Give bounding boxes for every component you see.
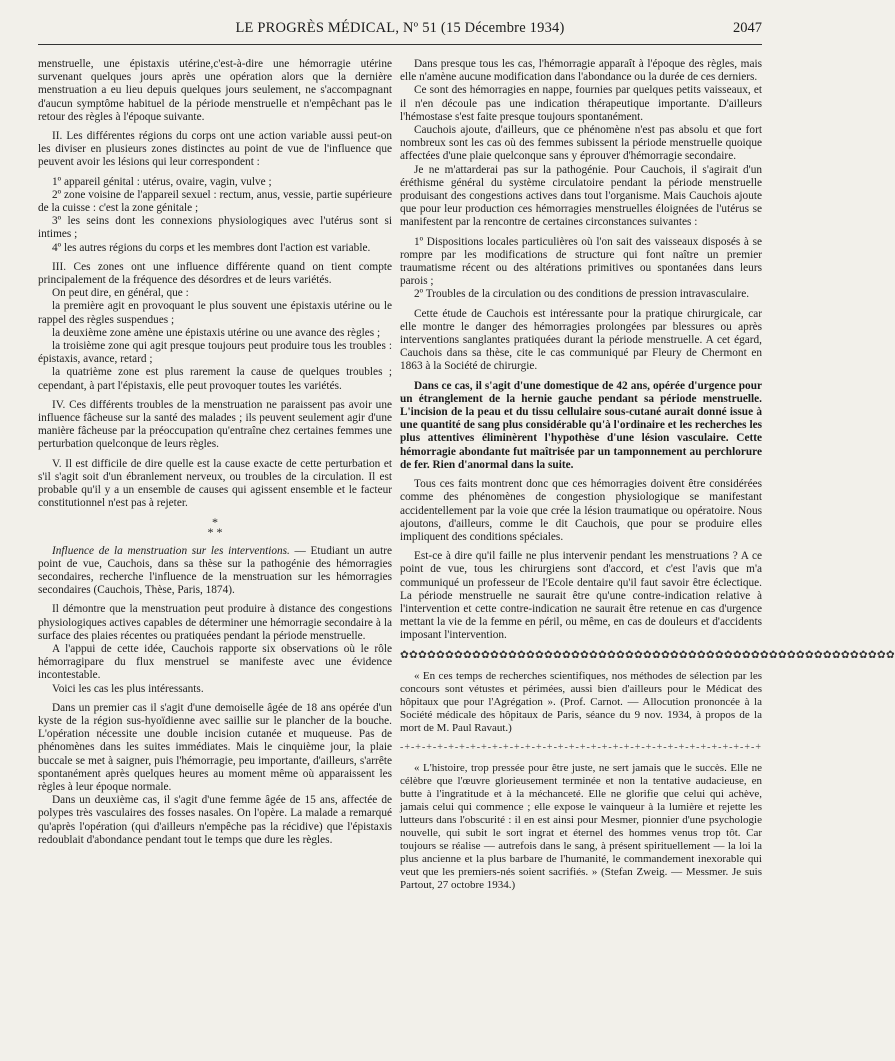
page-number: 2047 (733, 20, 762, 36)
paragraph: V. Il est difficile de dire quelle est la cause exacte de cette perturbation et s'il s'agit soit d'un ébranlement nerveux, ou troubles de la circulation. Il est probable qu'il y a un ensemble de causes qui agissent ensemble et le facteur constitutionnel n'est pas à rejeter. (38, 457, 392, 510)
paragraph: Tous ces faits montrent donc que ces hémorragies doivent être considérées comme des phénomènes de congestion physiologique se manifestant accidentellement par la voie que crée la lésion traumatique ou opératoire. Nous ajoutons, d'ailleurs, comme le dit Cauchois, que pour se produire elles impliquent des conditions spéciales. (400, 478, 762, 543)
paragraph: Il démontre que la menstruation peut produire à distance des congestions physiologiques actives capables de déterminer une hémorragie secondaire à la surface des plaies récentes ou pratiquées pendant la période menstruelle. (38, 603, 392, 642)
section-paragraph (38, 545, 392, 598)
ornamental-divider: ✿✿✿✿✿✿✿✿✿✿✿✿✿✿✿✿✿✿✿✿✿✿✿✿✿✿✿✿✿✿✿✿✿✿✿✿✿✿✿✿✿✿✿✿✿✿✿✿✿✿✿✿✿✿✿ (400, 649, 895, 661)
paragraph: Est-ce à dire qu'il faille ne plus intervenir pendant les menstruations ? A ce point de vue, tous les chirurgiens sont d'accord, et c'est l'avis que m'a communiqué un professeur de l'Ecole dentaire qu'il faut savoir être éclectique. La période menstruelle ne saurait être qu'une contre-indication relative à l'intervention et cette contre-indication ne saurait être retenue en cas d'urgence mettant la vie de la femme en péril, ou même, en cas de douleurs et d'accidents imposant l'intervention. (400, 550, 762, 642)
list-item: 1º Dispositions locales particulières où l'on sait des vaisseaux disposés à se rompre par les modifications de structure qui font naître un premier traumatisme récent ou des altérations primitives ou spontanées dans leurs parois ; (400, 235, 762, 288)
left-column (38, 58, 392, 853)
case-paragraph: Dans ce cas, il s'agit d'une domestique de 42 ans, opérée d'urgence pour un étranglement de la hernie gauche pendant sa période menstruelle. L'incision de la peau et du tissu cellulaire sous-cutané aurait donné issue à une quantité de sang plus considérable qu'à l'ordinaire et les recherches les plus attentives éliminèrent l'hypothèse d'une lésion vasculaire. Cette hémorragie abondante fut maîtrisée par un tamponnement au perchlorure de fer. Rien d'anormal dans la suite. (400, 379, 762, 471)
quote-text: « L'histoire, trop pressée pour être juste, ne sert jamais que le succès. Elle ne célèbre que l'œuvre glorieusement terminée et non la tentative audacieuse, en butte à l'ingratitude et à la méchanceté. Elle ne glorifie que celui qui achève, jamais celui qui commence ; elle expose le vainqueur à la lumière et rejette les lutteurs dans l'obscurité : il en est ainsi pour Mesmer, pionnier d'une psychologie nouvelle, qui subit le sort ingrat et éternel des hommes venus trop tôt. Car toujours se réalise — autrefois dans le sang, à présent spirituellement — la loi la plus ancienne et la plus barbare de l'humanité, le commandement inexorable qui veut que les premiers-nés soient sacrifiés. » (Stefan Zweig. — Messmer. Je suis Partout, 27 octobre 1934.) (400, 761, 762, 891)
paragraph: Je ne m'attarderai pas sur la pathogénie. Pour Cauchois, il s'agirait d'un éréthisme général du système circulatoire pendant la période menstruelle produisant des congestions actives dans tout l'organisme. Mais Cauchois ajoute que pour leur production ces hémorragies menstruelles éloignées de l'utérus se manifestent par la rencontre de certaines circonstances suivantes : (400, 163, 762, 229)
section-text: — Etudiant un autre point de vue, Cauchois, dans sa thèse sur la pathogénie des hémorragies secondaires, recherche l'influence de la menstruation sur les hémorragies secondaires (Cauchois, Thèse, Paris, 1874). (38, 544, 392, 597)
list-item: 4º les autres régions du corps et les membres dont l'action est variable. (52, 241, 371, 254)
list-item: 1º appareil génital : utérus, ovaire, vagin, vulve ; (52, 175, 272, 188)
paragraph: Dans un deuxième cas, il s'agit d'une femme âgée de 15 ans, affectée de polypes très vasculaires des fosses nasales. On l'opère. La malade a remarqué qu'après l'opération (qui d'ailleurs n'empêche pas la récidive) que l'épistaxis redoublait d'abondance pendant tout le temps que dure les règles. (38, 794, 392, 846)
list-item: 3º les seins dont les connexions physiologiques avec l'utérus sont si intimes ; (38, 215, 392, 241)
list-item: la troisième zone qui agit presque toujours peut produire tous les troubles : épistaxis, avance, retard ; (38, 340, 392, 366)
quote-carnot (400, 670, 762, 735)
paragraph: menstruelle, une épistaxis utérine,c'est-à-dire une hémorragie utérine survenant quelques jours après une opération alors que la dernière menstruation a eu lieu depuis quelques jours seulement, ne s'accompagnant d'aucun symptôme habituel de la période menstruelle et n'empêchant pas le retour des règles à l'époque suivante. (38, 58, 392, 123)
paragraph: A l'appui de cette idée, Cauchois rapporte six observations où le rôle hémorragipare du flux menstruel se manifeste avec une évidence incontestable. (38, 642, 392, 682)
separator-stars: * * (207, 524, 223, 539)
paragraph: Dans un premier cas il s'agit d'une demoiselle âgée de 18 ans opérée d'un kyste de la région sus-hyoïdienne avec saillie sur le plancher de la bouche. L'opération nécessite une double incision cutanée et muqueuse. Pas de phénomènes dans les suites immédiates. Mais le cinquième jour, la plaie buccale se met à saigner, puis l'hémorragie, peu importante, d'ailleurs, s'arrête spontanément après quelques heures au moment même où apparaissent les règles à leur époque normale. (38, 701, 392, 793)
dashed-divider: -+-+-+-+-+-+-+-+-+-+-+-+-+-+-+-+-+-+-+-+-+-+-+-+-+-+-+-+-+-+-+-+-+ (400, 741, 763, 753)
paragraph: Cauchois ajoute, d'ailleurs, que ce phénomène n'est pas absolu et que fort nombreux sont les cas où des femmes subissent la période menstruelle quoique affectées d'une plaie quelconque sans y éprouver d'hémorragie secondaire. (400, 124, 762, 163)
quote-zweig (400, 762, 762, 892)
paragraph: III. Ces zones ont une influence différente quand on tient compte principalement de la fréquence des désordres et de leurs variétés. (38, 260, 392, 287)
list-item: 2º zone voisine de l'appareil sexuel : rectum, anus, vessie, partie supérieure de la cuisse : c'est la zone génitale ; (38, 188, 392, 215)
right-column (400, 58, 895, 898)
list-item: la quatrième zone est plus rarement la cause de quelques troubles ; cependant, à part l'épistaxis, elle peut provoquer toutes les variétés. (38, 366, 392, 392)
separator-star: * (212, 514, 218, 529)
paragraph: Cette étude de Cauchois est intéressante pour la pratique chirurgicale, car elle montre le danger des hémorragies prolongées par blessures ou après interventions sanglantes pratiquées durant la période menstruelle. A cet égard, Cauchois dans sa thèse, cite le cas communiqué par Fleury de Chermont en 1863 à la Société de chirurgie. (400, 307, 762, 373)
paragraph: Voici les cas les plus intéressants. (52, 682, 204, 695)
paragraph: On peut dire, en général, que : (52, 287, 189, 300)
header-rule (38, 44, 762, 45)
page-header (38, 20, 762, 46)
list-item: la première agit en provoquant le plus souvent une épistaxis utérine ou le rappel des règles suspendues ; (38, 300, 392, 326)
paragraph: II. Les différentes régions du corps ont une action variable aussi peut-on les diviser en plusieurs zones distinctes au point de vue de l'influence que peuvent avoir les lésions qui leur correspondent : (38, 130, 392, 169)
section-title: Influence de la menstruation sur les interventions. (52, 544, 290, 557)
paragraph: IV. Ces différents troubles de la menstruation ne paraissent pas avoir une influence fâcheuse sur la santé des malades ; ils peuvent seulement agir d'une manière fâcheuse par la préoccupation qu'entraîne chez certaines femmes une perturbation quelconque de leurs règles. (38, 398, 392, 451)
quote-text: « En ces temps de recherches scientifiques, nos méthodes de sélection par les concours sont vétustes et périmées, aussi bien d'ailleurs pour le Médicat des hôpitaux que pour l'Agrégation ». (Prof. Carnot. — Allocution prononcée à la Société médicale des hôpitaux de Paris, séance du 9 nov. 1934, à propos de la mort de M. Paul Ravaut.) (400, 669, 762, 734)
running-title: LE PROGRÈS MÉDICAL, Nº 51 (15 Décembre 1934) (235, 20, 565, 36)
list-item: la deuxième zone amène une épistaxis utérine ou une avance des règles ; (52, 326, 381, 339)
section-separator (38, 514, 392, 539)
paragraph: Dans presque tous les cas, l'hémorragie apparaît à l'époque des règles, mais elle n'amène aucune modification dans l'abondance ou la durée de ces derniers. (400, 58, 762, 84)
paragraph: Ce sont des hémorragies en nappe, fournies par quelques petits vaisseaux, et il n'en découle pas une indication thérapeutique importante. D'ailleurs l'hémostase s'est faite presque toujours spontanément. (400, 84, 762, 123)
list-item: 2º Troubles de la circulation ou des conditions de pression intravasculaire. (414, 288, 750, 301)
